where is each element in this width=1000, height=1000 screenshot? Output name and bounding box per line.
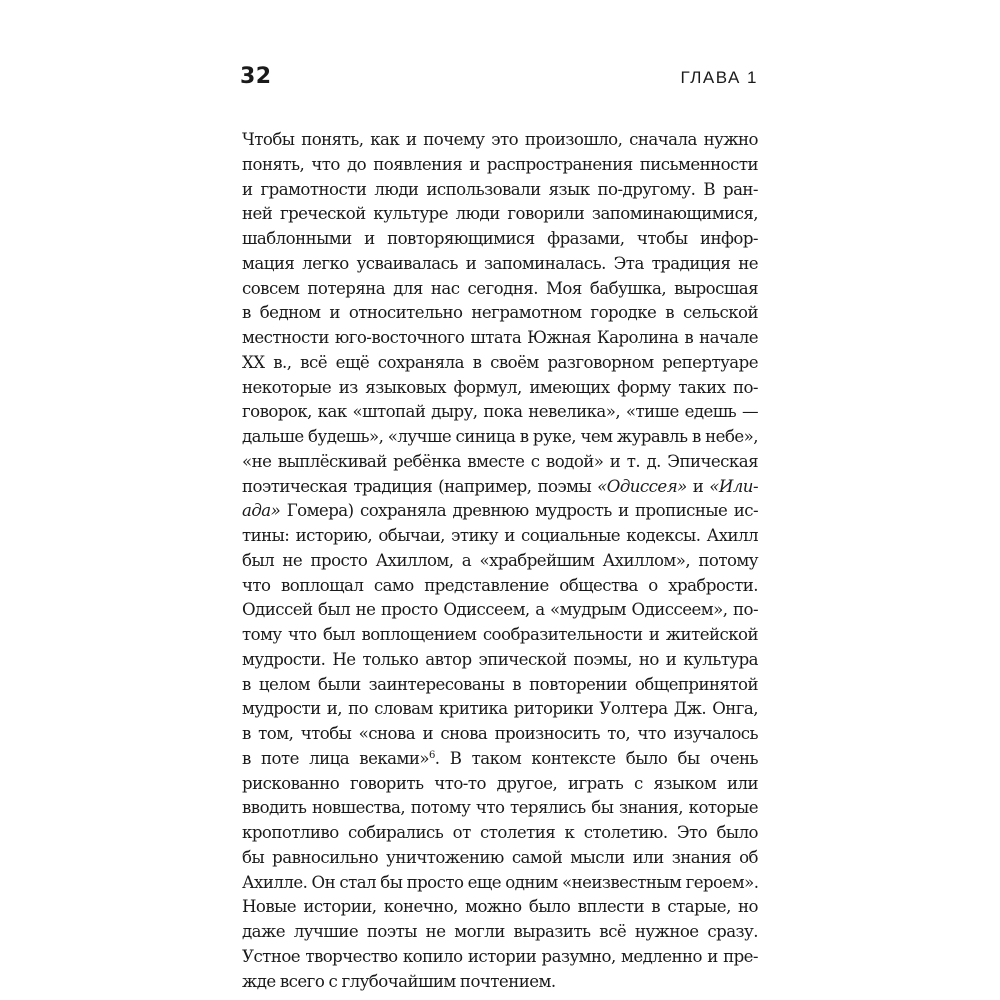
text-line: ней греческой культуре люди говорили запоминающимися, [242,204,758,224]
text-line [242,747,758,772]
text-line: кропотливо собирались от столетия к столетию. Это было [242,823,758,842]
text-line: «не выплёскивай ребёнка вместе с водой» и т. д. Эпическая [242,451,758,471]
text-line: в бедном и относительно неграмотном городке в сельской [242,303,758,323]
text-line: мудрости. Не только автор эпической поэмы, но и культура [242,649,758,669]
text-line: XX в., всё ещё сохраняла в своём разговорном репертуаре [242,352,758,372]
text-line: местности юго-восточного штата Южная Каролина в начале [242,328,758,347]
page-number: 32 [240,64,272,89]
text-line: Чтобы понять, как и почему это произошло, сначала нужно [242,130,758,149]
italic-title-odyssey: «Одиссея» [597,476,687,496]
italic-title-iliad-part: «Или- [709,476,758,496]
text-segment: в поте лица веками» [242,748,429,768]
italic-title-iliad-part: ада» [242,501,281,521]
text-line: рискованно говорить что-то другое, играть с языком или [242,773,758,793]
text-segment: Гомера) сохраняла древнюю мудрость и прописные ис- [280,501,758,521]
text-line: и грамотности люди использовали язык по-другому. В ран- [242,179,758,199]
text-line [242,475,758,500]
text-line: бы равносильно уничтожению самой мысли или знания об [242,847,758,867]
text-line: Одиссей был не просто Одиссеем, а «мудрым Одиссеем», по- [242,600,758,620]
text-line: Ахилле. Он стал бы просто еще одним «неизвестным героем». [242,872,759,892]
text-segment: и [686,476,710,496]
text-line: в том, чтобы «снова и снова произносить то, что изучалось [242,724,758,743]
text-line: понять, что до появления и распространения письменности [242,154,758,174]
text-line: совсем потеряна для нас сегодня. Моя бабушка, выросшая [242,278,758,298]
text-line: шаблонными и повторяющимися фразами, чтобы инфор- [242,229,758,248]
footnote-marker: 6 [428,749,435,761]
text-line: даже лучшие поэты не могли выразить всё нужное сразу. [242,922,758,941]
text-line: Устное творчество копило истории разумно, медленно и пре- [242,946,758,966]
text-line: мудрости и, по словам критика риторики Уолтера Дж. Онга, [242,699,758,719]
text-line: некоторые из языковых формул, имеющих форму таких по- [242,377,758,397]
text-line: что воплощал само представление общества о храбрости. [242,575,758,595]
text-line: был не просто Ахиллом, а «храбрейшим Ахиллом», потому [242,550,758,570]
text-line: вводить новшества, потому что терялись бы знания, которые [242,798,758,818]
text-line: говорок, как «штопай дыру, пока невелика», «тише едешь — [242,402,758,422]
text-line [242,499,758,524]
body-text [242,128,758,994]
text-line: тины: историю, обычаи, этику и социальные кодексы. Ахилл [242,526,758,545]
text-line: жде всего с глубочайшим почтением. [242,971,556,991]
text-line: в целом были заинтересованы в повторении общепринятой [242,674,758,694]
text-segment: поэтическая традиция (например, поэмы [242,476,598,496]
text-line: мация легко усваивалась и запоминалась. Эта традиция не [242,253,758,273]
running-head: ГЛАВА 1 [680,68,758,87]
text-line: Новые истории, конечно, можно было вплести в старые, но [242,897,758,917]
text-line: тому что был воплощением сообразительности и житейской [242,625,758,644]
text-segment: . В таком контексте было бы очень [434,748,758,768]
text-line: дальше будешь», «лучше синица в руке, чем журавль в небе», [242,427,758,446]
